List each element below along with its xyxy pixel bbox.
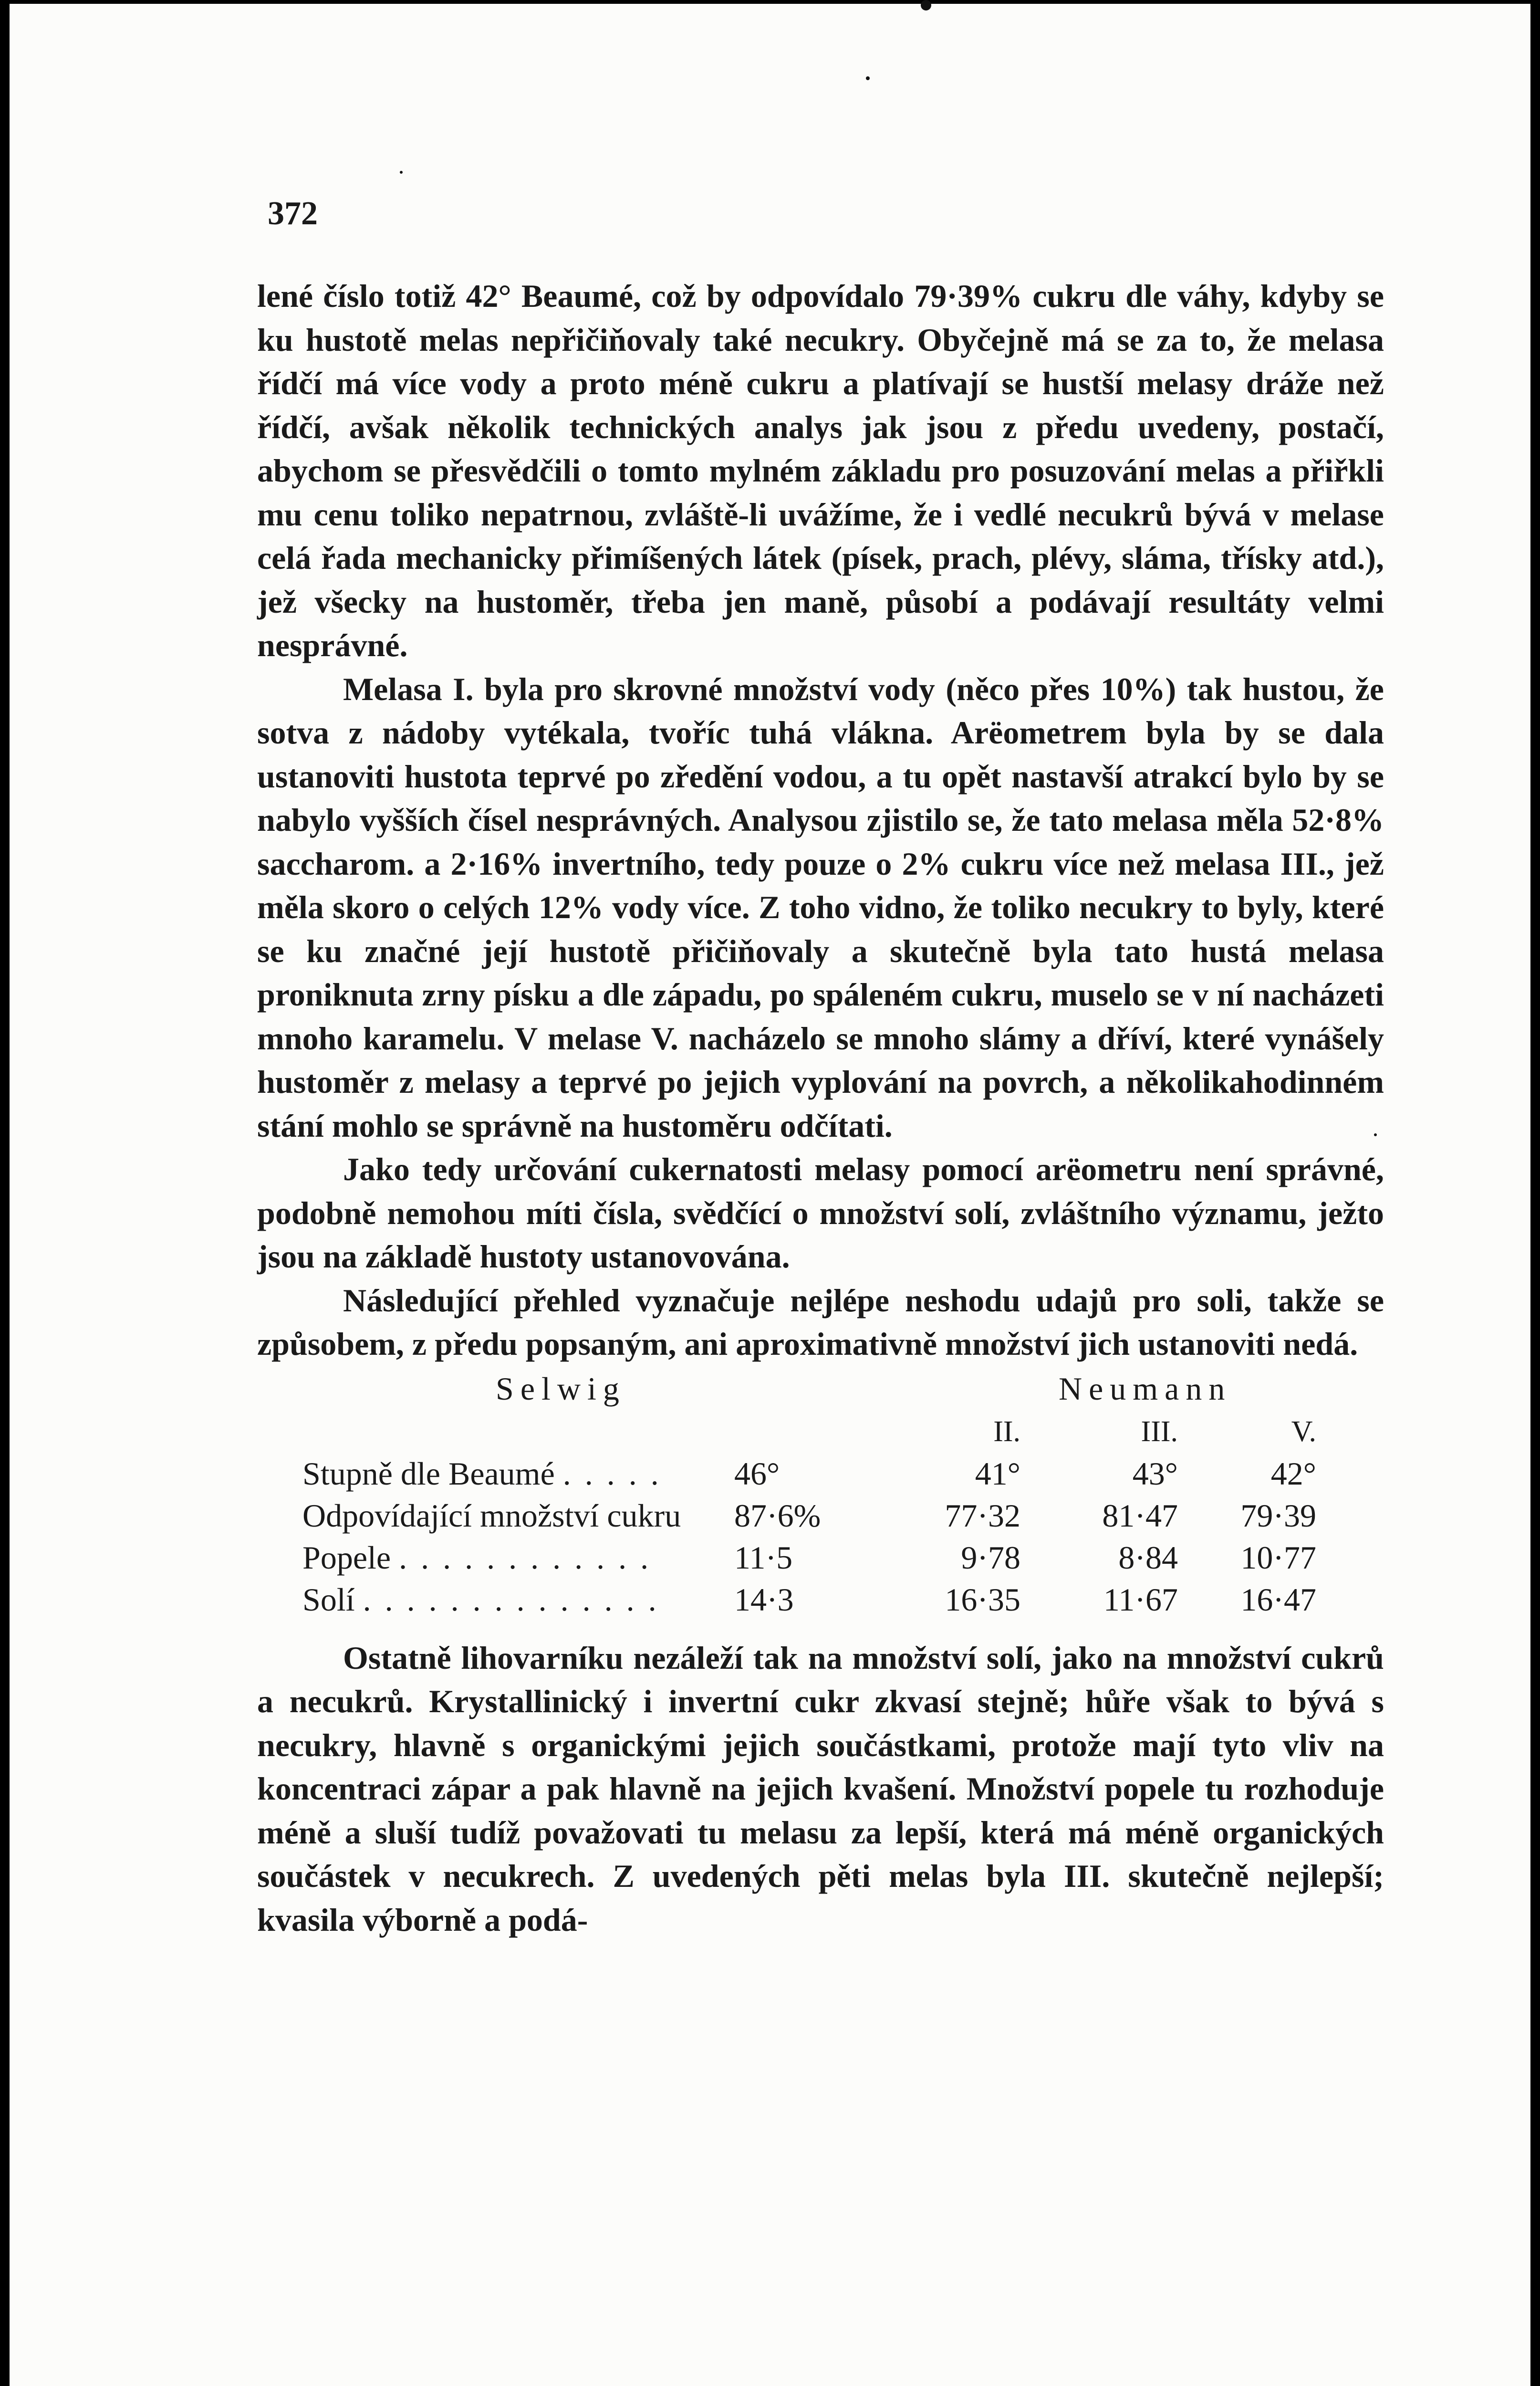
table-subheader (257, 1411, 1384, 1454)
header-selwig: Selwig (496, 1371, 626, 1407)
row-label: Odpovídající množství cukru (302, 1497, 681, 1534)
row-label: Popele (302, 1539, 391, 1576)
scan-speck (921, 0, 931, 10)
paragraph-4: Následující přehled vyznačuje nejlépe neshodu udajů pro soli, takže se způsobem, z předu popsaným, ani aproximativně množství jich ustanoviti nedá. (257, 1282, 1384, 1362)
scan-speck (1374, 1133, 1377, 1136)
cell-iii: 81·47 (1102, 1497, 1178, 1534)
scan-speck (866, 76, 870, 80)
subheader-iii: III. (1141, 1415, 1178, 1448)
cell-selwig: 11·5 (734, 1539, 793, 1576)
table-row (257, 1538, 1384, 1580)
table-row (257, 1454, 1384, 1496)
table-row (257, 1496, 1384, 1538)
cell-iii: 11·67 (1103, 1581, 1178, 1618)
paragraph-1: lené číslo totiž 42° Beaumé, což by odpovídalo 79·39% cukru dle váhy, kdyby se ku hustotě melas nepřičiňovaly také necukry. Obyčejně má se za to, že melasa řídčí má více vody a proto méně cukru a platívají se hustší melasy dráže než řídčí, avšak několik technických analys jak jsou z předu uvedeny, postačí, abychom se přesvědčili o tomto mylném základu pro posuzování melas a přiřkli mu cenu toliko nepatrnou, zvláště-li uvážíme, že i vedlé necukrů bývá v melase celá řada mechanicky přimíšených látek (písek, prach, plévy, sláma, třísky atd.), jež všecky na hustoměr, třeba jen maně, působí a podávají resultáty velmi nesprávné. (257, 278, 1384, 663)
paragraph-2: Melasa I. byla pro skrovné množství vody (něco přes 10%) tak hustou, že sotva z nádoby vytékala, tvoříc tuhá vlákna. Arëometrem byla by se dala ustanoviti hustota teprvé po zředění vodou, a tu opět nastavší atrakcí bylo by se nabylo vyšších čísel nesprávných. Analysou zjistilo se, že tato melasa měla 52·8% saccharom. a 2·16% invertního, tedy pouze o 2% cukru více než melasa III., jež měla skoro o celých 12% vody více. Z toho vidno, že toliko necukry to byly, které se ku značné její hustotě přičiňovaly a skutečně byla tato hustá melasa proniknuta zrny písku a dle západu, po spáleném cukru, muselo se v ní nacházeti mnoho karamelu. V melase V. nacházelo se mnoho slámy a dříví, které vynášely hustoměr z melasy a teprvé po jejich vyplování na povrch, a několikahodinném stání mohlo se správně na hustoměru odčítati. (257, 670, 1384, 1144)
cell-v: 10·77 (1240, 1539, 1316, 1576)
row-dots: . . . . . . . . . . . . (399, 1539, 652, 1576)
cell-ii: 16·35 (945, 1581, 1020, 1618)
paragraph-5: Ostatně lihovarníku nezáleží tak na množství solí, jako na množství cukrů a necukrů. Krystallinický i invertní cukr zkvasí stejně; hůře však to bývá s necukry, hlavně s organickými jejich součástkami, protože mají tyto vliv na koncentraci zápar a pak hlavně na jejich kvašení. Množství popele tu rozhoduje méně a sluší tudíž považovati tu melasu za lepší, která má méně organických součástek v necukrech. Z uvedených pěti melas byla III. skutečně nejlepší; kvasila výborně a podá- (257, 1639, 1384, 1938)
subheader-v: V. (1291, 1415, 1316, 1448)
row-label: Stupně dle Beaumé (302, 1455, 555, 1492)
comparison-table (257, 1366, 1384, 1622)
row-dots: . . . . . . . . . . . . . . (363, 1581, 659, 1618)
paragraph-3: Jako tedy určování cukernatosti melasy pomocí arëometru není správné, podobně nemohou míti čísla, svědčící o množství solí, zvláštního významu, ježto jsou na základě hustoty ustanovována. (257, 1151, 1384, 1275)
header-neumann: Neumann (1059, 1371, 1232, 1407)
cell-selwig: 46° (734, 1455, 780, 1492)
cell-selwig: 14·3 (734, 1581, 794, 1618)
cell-ii: 9·78 (961, 1539, 1020, 1576)
cell-selwig: 87·6% (734, 1497, 821, 1534)
cell-iii: 43° (1132, 1455, 1178, 1492)
page-number: 372 (268, 195, 318, 232)
body-text (257, 274, 1384, 1942)
row-dots: . . . . . (562, 1455, 662, 1492)
subheader-ii: II. (993, 1415, 1020, 1448)
row-label: Solí (302, 1581, 355, 1618)
cell-v: 42° (1270, 1455, 1316, 1492)
cell-v: 16·47 (1240, 1581, 1316, 1618)
cell-iii: 8·84 (1118, 1539, 1178, 1576)
scan-speck (400, 171, 403, 174)
cell-ii: 41° (975, 1455, 1020, 1492)
cell-ii: 77·32 (945, 1497, 1020, 1534)
cell-v: 79·39 (1240, 1497, 1316, 1534)
table-row (257, 1580, 1384, 1622)
table-header (257, 1366, 1384, 1411)
